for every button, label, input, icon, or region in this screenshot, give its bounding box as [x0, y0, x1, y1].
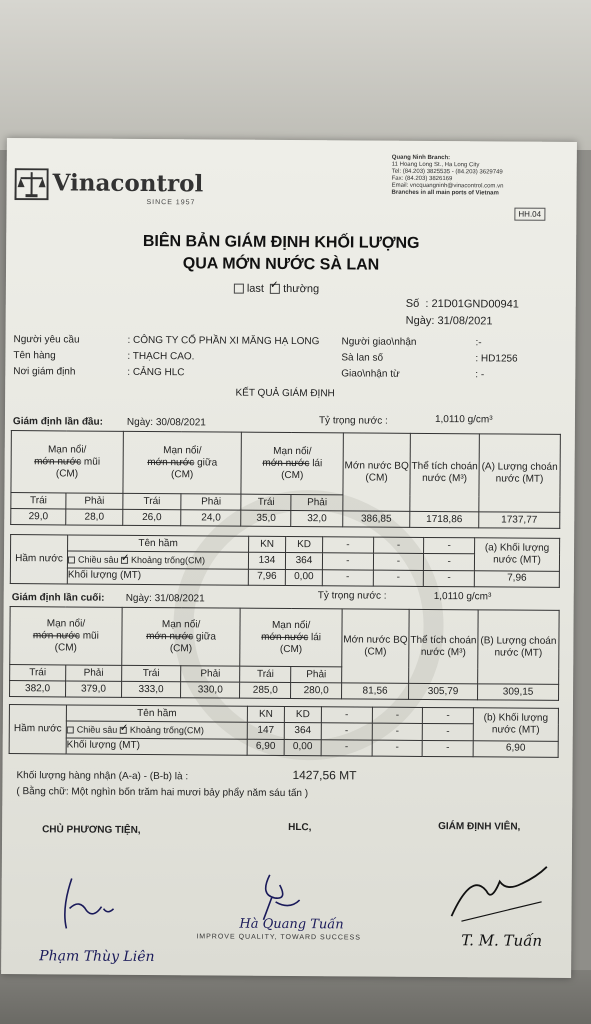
normal-checkbox[interactable]: [270, 284, 280, 294]
first-mid-left: 26,0: [123, 509, 182, 525]
last-aft-right: 280,0: [291, 683, 342, 699]
dash-cell: -: [422, 740, 473, 757]
branch-note: Branches in all main ports of Vietnam: [391, 189, 499, 197]
first-survey-label: Giám định lần đầu:: [12, 416, 103, 428]
aft-right-header: Phải: [291, 495, 343, 511]
mass-label: Khối lượng (MT): [67, 568, 248, 586]
hlc-signature-title: HLC,: [288, 822, 312, 834]
first-hold-total: 7,96: [474, 570, 559, 587]
fore-right-header: Phải: [66, 665, 122, 681]
fore-unit: (CM): [54, 641, 77, 654]
mid-left-header: Trái: [122, 665, 181, 681]
last-displacement: 309,15: [478, 684, 559, 701]
first-draft-table: [10, 430, 561, 529]
depth-space-row: [67, 551, 248, 569]
mid-unit: (CM): [170, 468, 194, 480]
dash-cell: -: [423, 724, 474, 741]
barge-value: : HD1256: [475, 353, 518, 365]
hold-label: Hầm nước: [10, 535, 67, 584]
document-date: [406, 315, 493, 328]
document-title-line1: BIÊN BẢN GIÁM ĐỊNH KHỐI LƯỢNG: [142, 232, 420, 252]
last-hold-table: [9, 704, 559, 758]
aft-left-header: Trái: [240, 666, 291, 682]
depth-space-row: [66, 721, 247, 739]
place-value: : CẢNG HLC: [127, 366, 185, 379]
fore-unit: (CM): [55, 467, 79, 480]
document-title-line2: QUA MỚN NƯỚC SÀ LAN: [182, 255, 380, 274]
mid-left-header: Trái: [123, 493, 182, 509]
space-checkbox[interactable]: [121, 557, 128, 564]
dash-cell: -: [423, 707, 474, 724]
branch-fax: Fax: (84.203) 3826169: [391, 175, 453, 183]
aft-header: [240, 608, 342, 667]
last-mean-draft: 81,56: [342, 683, 409, 699]
last-aft-left: 285,0: [240, 682, 291, 698]
net-cargo-words: ( Bằng chữ: Một nghìn bốn trăm hai mươi bảy phẩy năm sáu tấn ): [16, 786, 309, 800]
fore-pos: mũi: [83, 456, 101, 468]
from-label: Giao\nhận từ: [341, 368, 400, 380]
dash-cell: -: [321, 723, 372, 740]
last-hold-total: 6,90: [473, 740, 558, 757]
fore-strike: mớn nước: [32, 629, 80, 642]
first-fore-right: 28,0: [66, 509, 123, 525]
logo-since: SINCE 1957: [146, 198, 196, 207]
mass-label: Khối lượng (MT): [66, 738, 247, 756]
ngay-value: 31/08/2021: [437, 315, 493, 328]
last-survey-label: Giám định lần cuối:: [11, 592, 105, 604]
mid-title: Mạn nổi/: [163, 444, 202, 456]
ngay-label: Ngày:: [405, 314, 435, 328]
company-logo: [14, 168, 203, 201]
space-label: Khoảng trống(CM): [130, 554, 206, 566]
displacement-header: (B) Lượng choán nước (MT): [478, 610, 560, 685]
last-mid-right: 330,0: [181, 682, 240, 698]
dash-cell: -: [372, 723, 423, 740]
background-wall: [0, 0, 591, 150]
last-kn-depth: 147: [247, 723, 284, 740]
option-checkboxes: [234, 283, 319, 296]
normal-label: thường: [283, 282, 320, 296]
dash-cell: -: [321, 707, 372, 724]
last-kd-mass: 0,00: [284, 739, 321, 756]
last-density-label: Tỷ trọng nước :: [317, 590, 387, 602]
hlc-signature-name: Hà Quang Tuấn: [239, 916, 344, 933]
last-kn-mass: 6,90: [247, 739, 284, 756]
first-kd-depth: 364: [285, 553, 322, 570]
depth-label: Chiều sâu: [77, 554, 119, 565]
sender-value: :-: [475, 337, 482, 349]
first-mid-right: 24,0: [181, 510, 241, 526]
aft-header: [241, 432, 343, 495]
logo-text: Vinacontrol: [52, 169, 204, 198]
mid-strike: mớn nước: [146, 630, 194, 642]
mid-pos: giữa: [197, 456, 218, 468]
aft-right-header: Phải: [291, 667, 342, 683]
dash-cell: -: [323, 537, 374, 554]
branch-street: 11 Hoang Long St., Ha Long City: [391, 161, 480, 169]
fore-strike: mớn nước: [34, 455, 82, 468]
first-density-label: Tỷ trọng nước :: [318, 415, 388, 427]
dash-cell: -: [373, 570, 424, 587]
mid-strike: mớn nước: [147, 456, 195, 468]
hlc-signature-image: [219, 870, 369, 941]
mid-title: Mạn nổi/: [161, 618, 201, 630]
kn-header: KN: [247, 706, 284, 723]
branch-email: Email: vncquangninh@vinacontrol.com.vn: [391, 182, 504, 190]
branch-address: [392, 155, 562, 198]
aft-pos: lái: [310, 631, 322, 643]
first-hold-table: [10, 534, 560, 588]
last-fore-left: 382,0: [10, 681, 66, 697]
dash-cell: -: [372, 740, 423, 757]
last-density-value: 1,0110 g/cm³: [433, 591, 492, 603]
background-floor: [0, 970, 591, 1024]
first-mean-draft: 386,85: [343, 511, 410, 527]
aft-unit: (CM): [279, 643, 303, 655]
first-volume: 1718,86: [410, 511, 479, 527]
document-number: Số : 21D01GND00941: [405, 297, 519, 311]
dash-cell: -: [321, 739, 372, 756]
dash-cell: -: [424, 570, 475, 587]
mid-unit: (CM): [169, 642, 193, 654]
fore-header: [10, 607, 122, 666]
last-kd-depth: 364: [284, 723, 321, 740]
aft-strike: mớn nước: [262, 457, 310, 469]
last-fore-right: 379,0: [65, 681, 121, 697]
owner-signature-title: CHỦ PHƯƠNG TIỆN,: [42, 824, 141, 836]
mid-right-header: Phải: [181, 494, 241, 510]
depth-checkbox[interactable]: [67, 727, 74, 734]
dash-cell: -: [373, 553, 424, 570]
first-survey-date: Ngày: 30/08/2021: [126, 416, 206, 429]
hold-label: Hầm nước: [9, 705, 66, 754]
mid-header: [123, 431, 242, 494]
hold-name-header: Tên hầm: [66, 705, 247, 723]
scales-logo-icon: [14, 168, 48, 200]
net-cargo-value: 1427,56 MT: [292, 768, 357, 783]
volume-header: Thể tích choán nước (M³): [410, 433, 480, 511]
depth-checkbox[interactable]: [68, 557, 75, 564]
last-volume: 305,79: [409, 683, 478, 699]
last-draft-table: [9, 606, 560, 701]
kd-header: KD: [284, 706, 321, 723]
inspector-signature-name: T. M. Tuấn: [461, 931, 543, 950]
requester-label: Người yêu cầu: [13, 334, 80, 346]
barge-label: Sà lan số: [341, 352, 384, 364]
inspector-signature-image: [441, 861, 562, 952]
owner-signature-name: Phạm Thùy Liên: [39, 948, 155, 966]
fore-left-header: Trái: [10, 665, 66, 681]
so-label: Số: [405, 297, 420, 310]
dash-cell: -: [373, 537, 424, 554]
fore-title: Mạn nổi/: [47, 443, 87, 456]
mid-header: [122, 607, 241, 666]
dash-cell: -: [372, 707, 423, 724]
first-displacement: 1737,77: [479, 512, 560, 529]
so-value: 21D01GND00941: [431, 297, 519, 311]
goods-label: Tên hàng: [13, 350, 56, 362]
hold-total-header: (a) Khối lượng nước (MT): [474, 538, 559, 571]
first-aft-left: 35,0: [241, 510, 291, 526]
first-kn-depth: 134: [248, 553, 285, 570]
hold-name-header: Tên hầm: [68, 535, 249, 553]
branch-name: Quang Ninh Branch:: [391, 154, 451, 162]
fore-header: [11, 431, 123, 494]
aft-left-header: Trái: [241, 494, 291, 510]
first-fore-left: 29,0: [11, 509, 66, 525]
first-kd-mass: 0,00: [285, 569, 322, 586]
volume-header: Thể tích choán nước (M³): [409, 609, 479, 683]
from-value: : -: [475, 369, 485, 381]
fore-pos: mũi: [82, 630, 99, 642]
first-kn-mass: 7,96: [248, 569, 285, 586]
aft-strike: mớn nước: [261, 631, 309, 643]
fore-right-header: Phải: [66, 493, 123, 509]
branch-tel: Tel: (84.203) 3825535 - (84.203) 3629749: [391, 168, 503, 176]
document-sheet: [1, 138, 577, 978]
first-aft-right: 32,0: [291, 511, 343, 527]
last-checkbox[interactable]: [234, 284, 244, 294]
aft-unit: (CM): [281, 469, 304, 481]
kd-header: KD: [286, 536, 323, 553]
fore-title: Mạn nổi/: [46, 617, 86, 630]
hold-total-header: (b) Khối lượng nước (MT): [473, 708, 558, 741]
fore-left-header: Trái: [11, 493, 66, 509]
aft-pos: lái: [312, 457, 323, 469]
mean-draft-header: Mớn nước BQ (CM): [342, 609, 410, 683]
mid-pos: giữa: [195, 630, 217, 642]
dash-cell: -: [424, 554, 475, 571]
space-label: Khoảng trống(CM): [129, 724, 204, 736]
aft-title: Mạn nổi/: [273, 445, 312, 457]
depth-label: Chiều sâu: [76, 724, 118, 735]
last-label: last: [246, 282, 265, 295]
sender-label: Người giao\nhận: [341, 336, 417, 348]
net-cargo-label: Khối lượng hàng nhận (A-a) - (B-b) là :: [16, 770, 189, 783]
kn-header: KN: [249, 536, 286, 553]
footer-slogan: IMPROVE QUALITY, TOWARD SUCCESS: [196, 933, 361, 942]
last-survey-date: Ngày: 31/08/2021: [125, 592, 205, 605]
goods-value: : THẠCH CAO.: [127, 350, 195, 363]
last-mid-left: 333,0: [121, 681, 180, 697]
inspector-signature-title: GIÁM ĐỊNH VIÊN,: [438, 821, 521, 833]
dash-cell: -: [322, 569, 373, 586]
aft-title: Mạn nổi/: [271, 619, 311, 631]
form-code: HH.04: [514, 208, 545, 221]
first-density-value: 1,0110 g/cm³: [434, 414, 493, 426]
mid-right-header: Phải: [181, 666, 240, 682]
requester-value: : CÔNG TY CỔ PHẦN XI MĂNG HẠ LONG: [127, 334, 320, 348]
owner-signature-image: [31, 868, 192, 969]
dash-cell: -: [322, 553, 373, 570]
result-title: KẾT QUẢ GIÁM ĐỊNH: [235, 387, 335, 400]
place-label: Nơi giám định: [13, 366, 76, 378]
space-checkbox[interactable]: [120, 727, 127, 734]
dash-cell: -: [424, 537, 475, 554]
mean-draft-header: Mớn nước BQ (CM): [343, 433, 411, 511]
displacement-header: (A) Lượng choán nước (MT): [479, 434, 561, 513]
